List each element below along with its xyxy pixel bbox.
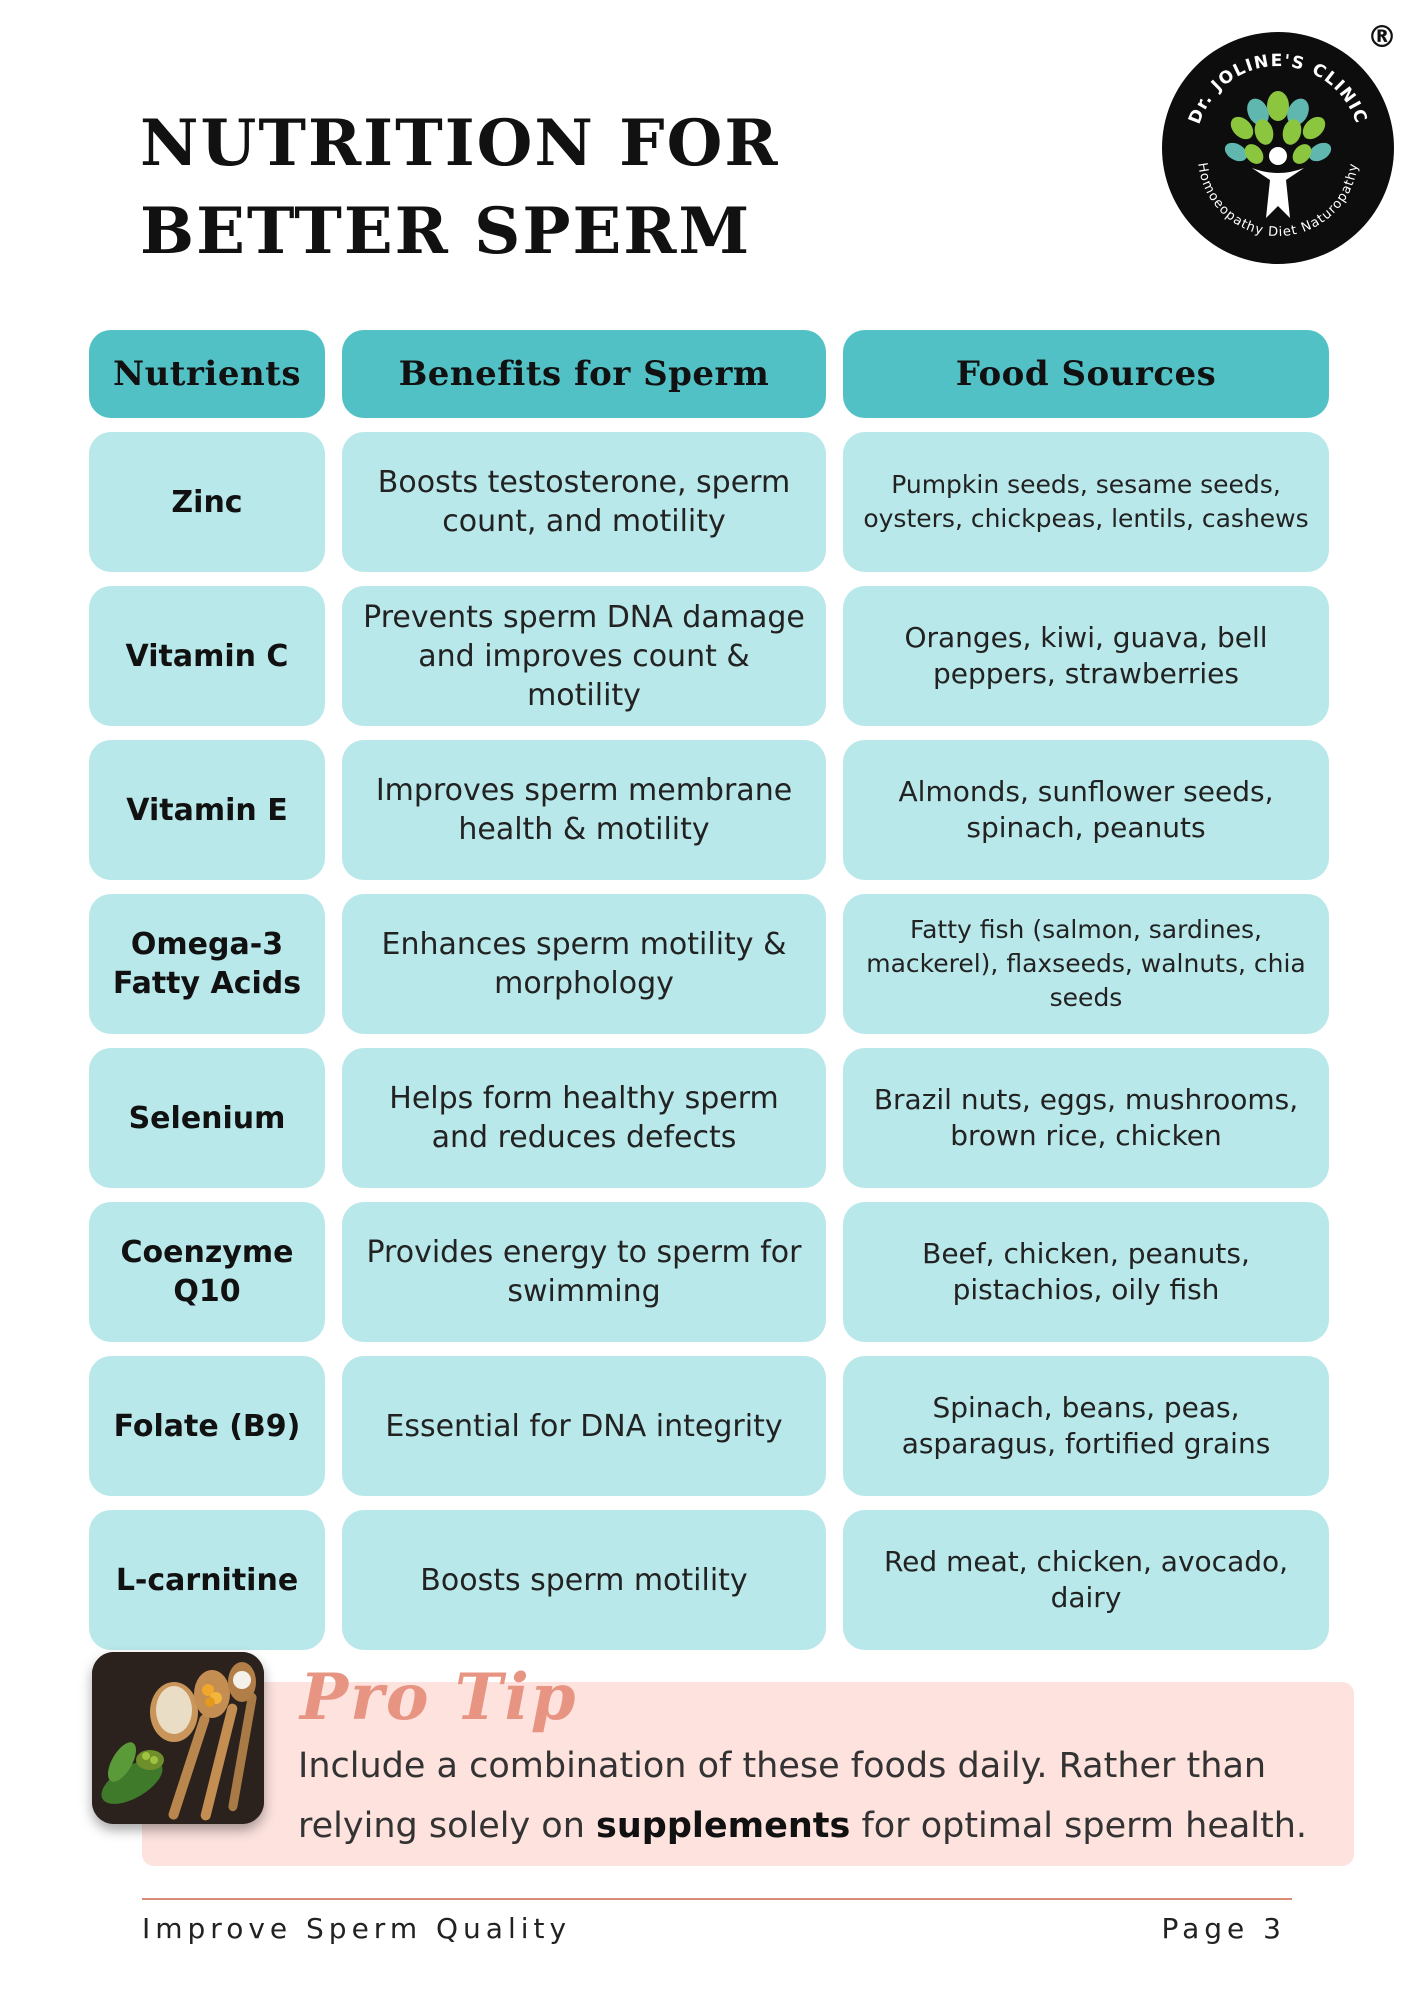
header-benefits: Benefits for Sperm [342, 330, 826, 418]
footer-divider [142, 1898, 1292, 1900]
nutrient-cell: Zinc [89, 432, 325, 572]
nutrient-cell: Folate (B9) [89, 1356, 325, 1496]
benefit-cell: Boosts sperm motility [342, 1510, 826, 1650]
food-cell: Brazil nuts, eggs, mushrooms, brown rice, chicken [843, 1048, 1329, 1188]
pro-tip-text-start: Include a combination of these foods daily. Rather than relying solely on [298, 1746, 1267, 1846]
benefit-cell: Helps form healthy sperm and reduces defects [342, 1048, 826, 1188]
nutrient-cell: Selenium [89, 1048, 325, 1188]
registered-mark: ® [1367, 20, 1397, 55]
nutrition-table [89, 330, 1329, 1650]
logo-top-text: Dr. JOLINE'S CLINIC [1184, 50, 1372, 127]
food-cell: Almonds, sunflower seeds, spinach, peanuts [843, 740, 1329, 880]
page-number: Page 3 [1161, 1912, 1286, 1945]
benefit-cell: Essential for DNA integrity [342, 1356, 826, 1496]
header-nutrients: Nutrients [89, 330, 325, 418]
nutrient-cell: Omega-3 Fatty Acids [89, 894, 325, 1034]
header-food-sources: Food Sources [843, 330, 1329, 418]
nutrient-cell: L-carnitine [89, 1510, 325, 1650]
nutrient-cell: Vitamin C [89, 586, 325, 726]
title-line-2: BETTER SPERM [140, 194, 752, 269]
logo-bottom-text: Homoeopathy Diet Naturopathy [1194, 161, 1362, 241]
food-cell: Oranges, kiwi, guava, bell peppers, strawberries [843, 586, 1329, 726]
food-cell: Beef, chicken, peanuts, pistachios, oily fish [843, 1202, 1329, 1342]
nutrient-cell: Coenzyme Q10 [89, 1202, 325, 1342]
nutrient-cell: Vitamin E [89, 740, 325, 880]
pro-tip-text [298, 1736, 1338, 1856]
benefit-cell: Boosts testosterone, sperm count, and motility [342, 432, 826, 572]
footer-title: Improve Sperm Quality [142, 1912, 572, 1945]
food-cell: Spinach, beans, peas, asparagus, fortified grains [843, 1356, 1329, 1496]
supplements-photo [92, 1652, 264, 1824]
benefit-cell: Improves sperm membrane health & motility [342, 740, 826, 880]
clinic-logo [1158, 28, 1398, 268]
food-cell: Red meat, chicken, avocado, dairy [843, 1510, 1329, 1650]
title-line-1: NUTRITION FOR [140, 106, 780, 181]
benefit-cell: Provides energy to sperm for swimming [342, 1202, 826, 1342]
pro-tip-title: Pro Tip [300, 1660, 578, 1735]
pro-tip-bold-word: supplements [596, 1806, 851, 1846]
benefit-cell: Prevents sperm DNA damage and improves count & motility [342, 586, 826, 726]
page-title [140, 100, 780, 276]
benefit-cell: Enhances sperm motility & morphology [342, 894, 826, 1034]
food-cell: Fatty fish (salmon, sardines, mackerel), flaxseeds, walnuts, chia seeds [843, 894, 1329, 1034]
pro-tip-text-end: for optimal sperm health. [850, 1806, 1308, 1846]
food-cell: Pumpkin seeds, sesame seeds, oysters, chickpeas, lentils, cashews [843, 432, 1329, 572]
